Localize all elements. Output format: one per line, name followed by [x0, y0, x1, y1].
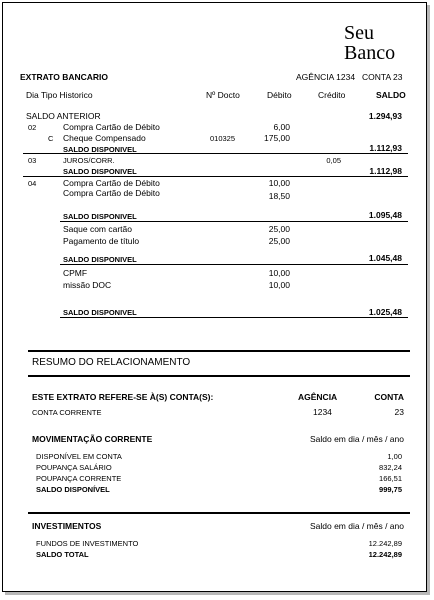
header-conta: CONTA 23 — [362, 72, 403, 82]
divider — [60, 317, 408, 318]
mov-item-value: 166,51 — [379, 474, 402, 483]
divider — [60, 221, 408, 222]
g2-item1-credit: 0,05 — [326, 156, 341, 165]
mov-item-label: POUPANÇA SALÁRIO — [36, 463, 112, 472]
g4-item2-debit: 25,00 — [268, 236, 290, 246]
g2-saldo-label: SALDO DISPONIVEL — [63, 167, 137, 176]
g5-saldo-label: SALDO DISPONIVEL — [63, 308, 137, 317]
inv-item-label: FUNDOS DE INVESTIMENTO — [36, 539, 139, 548]
inv-item-value: 12.242,89 — [368, 539, 402, 548]
g3-item2-debit: 18,50 — [268, 191, 290, 201]
mov-item-label: POUPANÇA CORRENTE — [36, 474, 122, 483]
bank-logo-line1: Seu — [344, 22, 374, 44]
g5-saldo-value: 1.025,48 — [368, 307, 402, 317]
g4-item2-text: Pagamento de título — [63, 236, 140, 246]
mov-label: MOVIMENTAÇÃO CORRENTE — [32, 434, 153, 444]
g1-saldo-label: SALDO DISPONIVEL — [63, 145, 137, 154]
g4-item1-text: Saque com cartão — [63, 224, 132, 234]
inv-total-value: 12.242,89 — [368, 550, 402, 559]
resumo-title: RESUMO DO RELACIONAMENTO — [32, 357, 191, 368]
g1-item1-debit: 6,00 — [273, 122, 290, 132]
col-saldo: SALDO — [376, 90, 406, 100]
g1-day: 02 — [28, 123, 37, 132]
g3-item1-text: Compra Cartão de Débito — [63, 178, 160, 188]
conta-value: 23 — [394, 407, 404, 417]
g3-saldo-label: SALDO DISPONIVEL — [63, 212, 137, 221]
statement-page — [2, 2, 427, 592]
col-credito: Crédito — [318, 90, 346, 100]
g5-item2-text: missão DOC — [63, 280, 112, 290]
section-rule — [28, 375, 410, 377]
divider — [60, 264, 408, 265]
statement-title: EXTRATO BANCARIO — [20, 72, 108, 82]
conta-corrente-label: CONTA CORRENTE — [32, 408, 102, 417]
saldo-anterior-label: SALDO ANTERIOR — [26, 111, 101, 121]
g1-saldo-value: 1.112,93 — [369, 143, 402, 153]
section-rule — [28, 350, 410, 352]
g2-item1-text: JUROS/CORR. — [63, 156, 115, 165]
divider — [23, 176, 408, 177]
mov-item-label: DISPONÍVEL EM CONTA — [36, 452, 122, 461]
g4-saldo-label: SALDO DISPONIVEL — [63, 255, 137, 264]
g3-item1-debit: 10,00 — [268, 178, 290, 188]
mov-item-value: 1,00 — [387, 452, 402, 461]
g1-item1-text: Compra Cartão de Débito — [63, 122, 160, 132]
mov-total-value: 999,75 — [379, 485, 402, 494]
col-debito: Débito — [267, 90, 292, 100]
divider — [23, 153, 408, 154]
col-docto: Nº Docto — [206, 90, 240, 100]
g3-item2-text: Compra Cartão de Débito — [63, 188, 160, 198]
g4-item1-debit: 25,00 — [268, 224, 290, 234]
mov-note: Saldo em dia / mês / ano — [309, 434, 404, 444]
conta-label: CONTA — [374, 392, 404, 402]
section-rule — [28, 512, 410, 514]
agencia-label: AGÊNCIA — [298, 392, 338, 402]
g2-saldo-value: 1.112,98 — [369, 166, 402, 176]
inv-note: Saldo em dia / mês / ano — [309, 521, 404, 531]
g4-saldo-value: 1.045,48 — [368, 253, 402, 263]
inv-total-label: SALDO TOTAL — [36, 550, 89, 559]
g5-item1-debit: 10,00 — [268, 268, 290, 278]
mov-total-label: SALDO DISPONÍVEL — [36, 485, 110, 494]
g1-item2-docto: 010325 — [210, 134, 236, 143]
g5-item1-text: CPMF — [63, 268, 88, 278]
g5-item2-debit: 10,00 — [268, 280, 290, 290]
mov-item-value: 832,24 — [379, 463, 402, 472]
g1-item2-debit: 175,00 — [264, 133, 290, 143]
inv-label: INVESTIMENTOS — [32, 521, 102, 531]
bank-logo-line2: Banco — [344, 42, 396, 64]
g1-item2-type: C — [48, 134, 54, 143]
g1-item2-text: Cheque Compensado — [63, 133, 146, 143]
g3-day: 04 — [28, 179, 37, 188]
saldo-anterior-value: 1.294,93 — [368, 111, 402, 121]
col-dia-tipo: Dia Tipo Historico — [26, 90, 93, 100]
g2-day: 03 — [28, 156, 37, 165]
header-agencia: AGÊNCIA 1234 — [296, 72, 356, 82]
ref-label: ESTE EXTRATO REFERE-SE À(S) CONTA(S): — [32, 392, 214, 402]
agencia-value: 1234 — [313, 407, 332, 417]
g3-saldo-value: 1.095,48 — [368, 210, 402, 220]
